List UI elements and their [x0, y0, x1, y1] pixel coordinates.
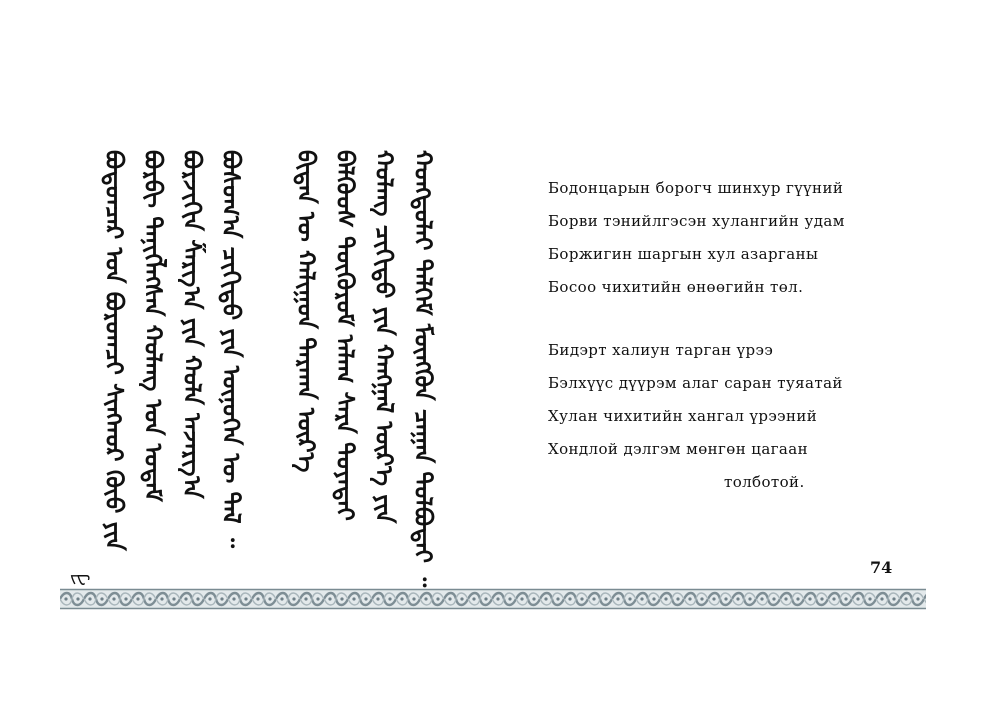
poem-line: Бидэрт халиун тарган үрээ — [548, 341, 774, 359]
poem-line: Босоо чихитийн өнөөгийн төл. — [548, 278, 804, 296]
ornament-border — [60, 588, 926, 610]
poem-line: Борви тэнийлгэсэн хулангийн удам — [548, 212, 845, 230]
poem-line: Хондлой дэлгэм мөнгөн цагаан — [548, 440, 809, 458]
mongol-column-6: ᠪᠡᠯᠬᠦᠦᠰ ᠳᠦᠭᠦᠷᠦᠮ ᠠᠯᠠᠭ ᠰᠠᠷᠠ ᠲᠤᠶᠠᠲᠠᠢ — [331, 150, 359, 521]
poem-line: Хулан чихитийн хангал үрээний — [548, 407, 818, 425]
poem-line: Бэлхүүс дүүрэм алаг саран туяатай — [548, 374, 843, 392]
poem-text — [548, 172, 908, 499]
mongol-column-2: ᠪᠣᠷᠪᠢ ᠲᠡᠨᠢᠭᠯᠡᠭᠰᠡᠨ ᠬᠤᠯᠠᠩ ᠤᠨ ᠤᠳᠠᠮ — [139, 150, 167, 502]
poem-line-continuation: толботой. — [724, 473, 805, 491]
poem-line: Бодонцарын борогч шинхур гүүний — [548, 179, 844, 197]
mongol-column-8: ᠬᠣᠩᠳᠣᠯᠠᠢ ᠳᠡᠯᠭᠡᠮ ᠮᠥᠩᠭᠥᠨ ᠴᠠᠭᠠᠨ ᠲᠣᠯᠪᠣᠲᠠᠢ ᠃ — [409, 150, 437, 588]
stanza-2 — [548, 334, 908, 499]
stanza-1 — [548, 172, 908, 304]
stanza-gap — [548, 304, 908, 334]
mongol-column-4: ᠪᠣᠰᠣᠭ᠎ᠠ ᠴᠢᠬᠢᠲᠤ ᠶᠢᠨ ᠥᠨᠥᠭᠡᠨ ᠦ ᠲᠡᠯ ᠃ — [217, 150, 245, 548]
mongol-column-3: ᠪᠣᠷᠵᠢᠭᠢᠨ ᠱᠠᠷᠭ᠎ᠠ ᠶᠢᠨ ᠬᠤᠯᠠ ᠠᠵᠠᠷᠭ᠎ᠠ — [178, 150, 206, 499]
mongol-column-5: ᠪᠢᠳᠡᠨ ᠦ ᠬᠠᠯᠢᠭᠤᠨ ᠲᠠᠷᠬᠠᠨ ᠦᠷ᠎ᠡ — [292, 150, 320, 473]
poem-line: Боржигин шаргын хул азарганы — [548, 245, 819, 263]
mongol-column-1: ᠪᠣᠳᠣᠨᠴᠠᠷ ᠤᠨ ᠪᠣᠷᠣᠭᠴᠢ ᠰᠢᠩᠬᠤᠷ ᠭᠦᠦ ᠶᠢᠨ — [100, 150, 128, 551]
left-page-number: ᠵᠧ — [70, 567, 91, 588]
mongol-column-7: ᠬᠤᠯᠠᠩ ᠴᠢᠬᠢᠲᠤ ᠶᠢᠨ ᠬᠠᠩᠭᠠᠯ ᠦᠷ᠎ᠡ ᠶᠢᠨ — [370, 150, 398, 524]
right-page-number: 74 — [870, 558, 893, 577]
